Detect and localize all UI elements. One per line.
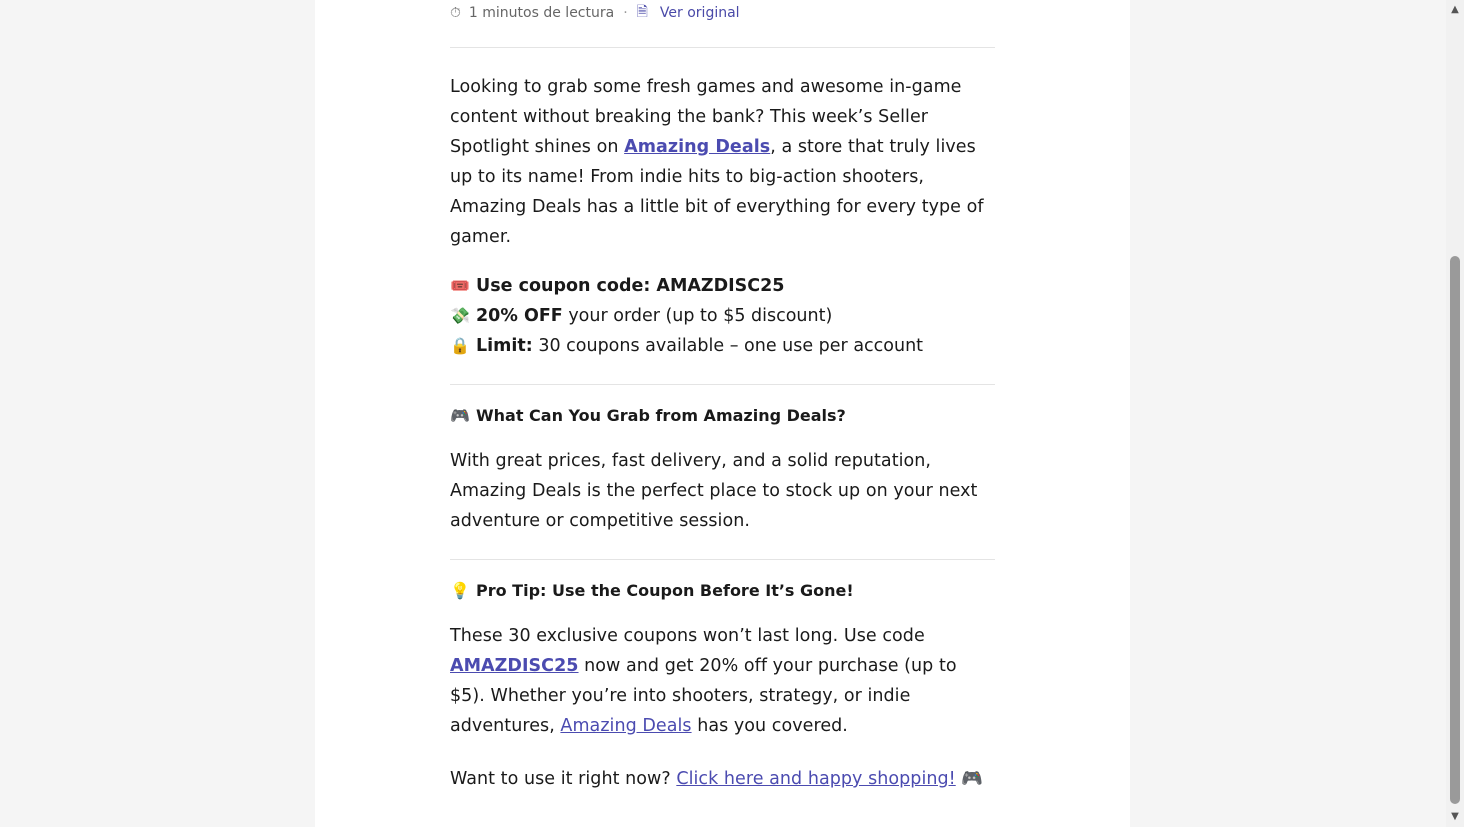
pro-tip-text-2: now and get 20% off your purchase (up to $5). Whether you’re into shooters, strategy, or indie adventures, [450,656,957,736]
cta-text: Want to use it right now? [450,769,677,789]
shop-now-link[interactable]: Click here and happy shopping! [676,769,956,789]
ticket-icon: 🎟️ [450,276,470,295]
money-icon: 💸 [450,306,470,325]
document-icon: 🗎 [636,4,648,20]
discount-row [450,301,995,331]
article-page [315,0,1130,827]
read-time: 1 minutos de lectura [468,5,615,21]
meta-separator: · [623,5,628,21]
intro-text-1: Looking to grab some fresh games and awesome in-game content without breaking the bank? This week’s Seller Spotlight shines on [450,77,962,157]
coupon-code-text: Use coupon code: AMAZDISC25 [476,276,785,296]
call-to-action [450,764,995,794]
scrollbar-thumb[interactable] [1450,256,1460,804]
limit-bold: Limit: [476,336,533,356]
article-content [450,0,995,794]
intro-paragraph [450,72,995,252]
stopwatch-icon: ⏱ [450,5,461,21]
pro-tip-text-3: has you covered. [691,716,848,736]
pro-tip-title-text: Pro Tip: Use the Coupon Before It’s Gone! [476,581,854,600]
gamepad-icon: 🎮 [450,406,470,425]
amazing-deals-store-link[interactable]: Amazing Deals [560,716,692,736]
view-original-link[interactable]: Ver original [659,5,740,21]
divider [450,47,995,48]
article-meta [450,0,995,27]
section-paragraph: With great prices, fast delivery, and a solid reputation, Amazing Deals is the perfect place to stock up on your next adventure or competitive session. [450,451,978,531]
limit-text: 30 coupons available – one use per account [532,336,924,356]
coupon-code-row [450,271,995,301]
pro-tip-heading [450,580,995,602]
section-title-text: What Can You Grab from Amazing Deals? [476,406,846,425]
divider [450,559,995,560]
pro-tip-paragraph [450,621,995,741]
divider [450,384,995,385]
lightbulb-icon: 💡 [450,581,470,600]
gamepad-icon: 🎮 [961,769,984,789]
scroll-up-icon[interactable]: ▲ [1451,4,1459,15]
amazing-deals-link[interactable]: Amazing Deals [624,137,771,157]
section-heading [450,405,995,427]
vertical-scrollbar[interactable] [1446,0,1464,827]
limit-row [450,331,995,361]
coupon-code-link[interactable]: AMAZDISC25 [450,656,579,676]
coupon-details [450,271,995,361]
pro-tip-text-1: These 30 exclusive coupons won’t last long. Use code [450,626,925,646]
discount-text: your order (up to $5 discount) [562,306,833,326]
lock-icon: 🔒 [450,336,470,355]
intro-text-2: , a store that truly lives up to its name! From indie hits to big-action shooters, Amazing Deals has a little bit of everything for every type of gamer. [450,137,984,247]
discount-bold: 20% OFF [476,306,563,326]
scroll-down-icon[interactable]: ▼ [1451,811,1459,822]
